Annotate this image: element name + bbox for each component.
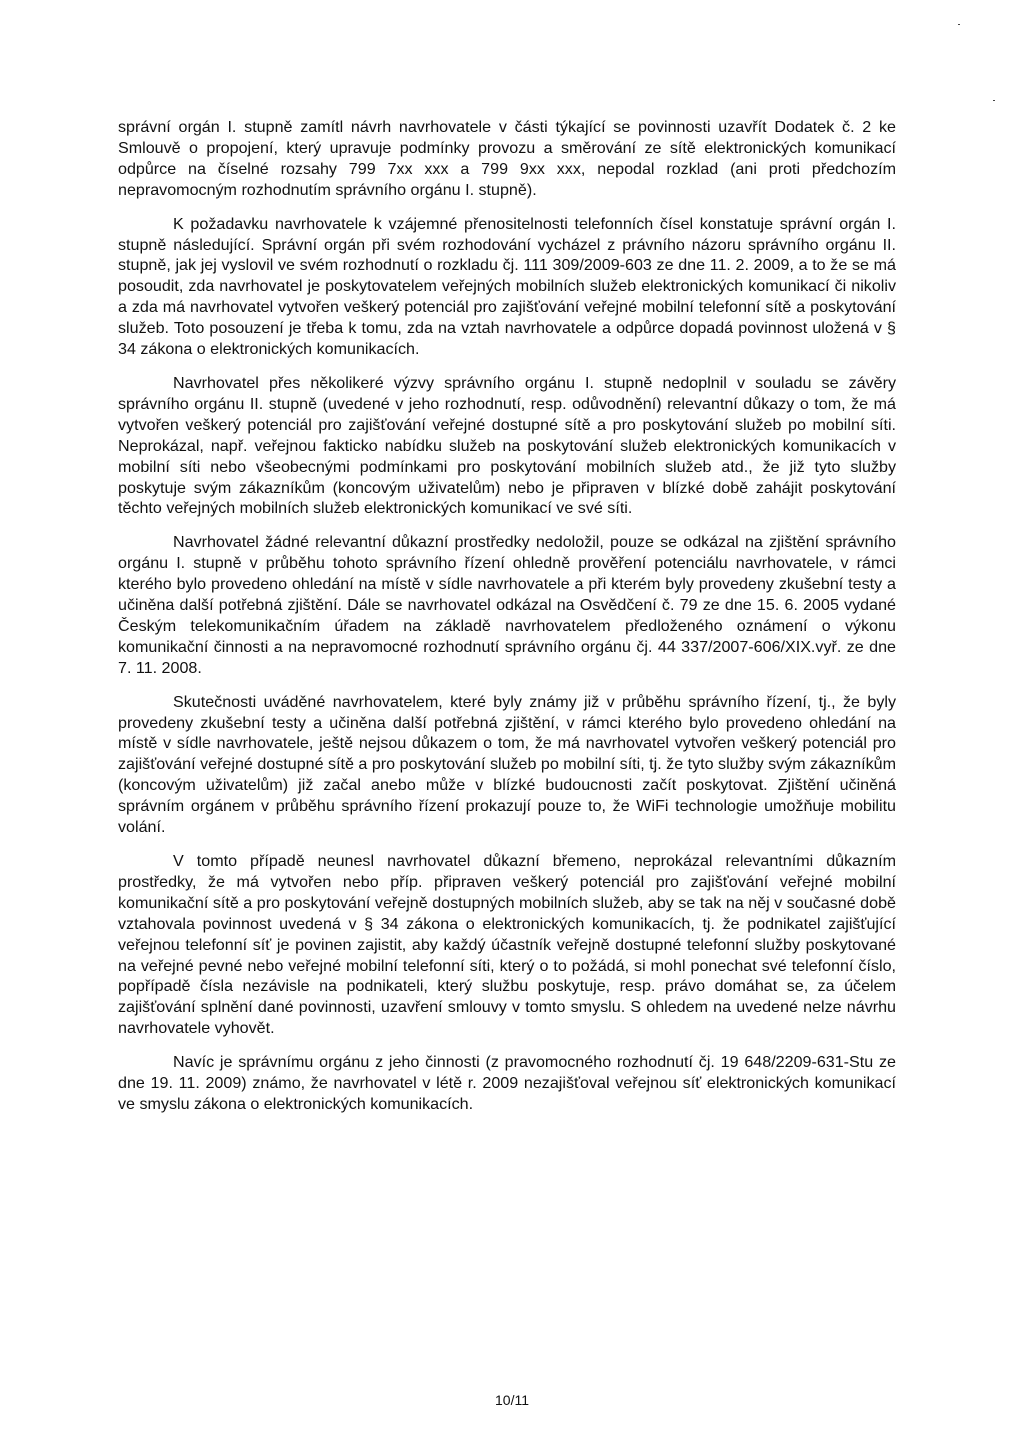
paragraph: K požadavku navrhovatele k vzájemné přenositelnosti telefonních čísel konstatuje správní orgán I. stupně následující. Správní orgán při svém rozhodování vycházel z právního názoru správního orgánu II. stupně, jak jej vyslovil ve svém rozhodnutí o rozkladu čj. 111 309/2009-603 ze dne 11. 2. 2009, a to že se má posoudit, zda navrhovatel je poskytovatelem veřejných mobilních služeb elektronických komunikací či nikoliv a zda má navrhovatel vytvořen veškerý potenciál pro zajišťování veřejné mobilní telefonní sítě a poskytování služeb. Toto posouzení je třeba k tomu, zda na vztah navrhovatele a odpůrce dopadá povinnost uložená v § 34 zákona o elektronických komunikacích. xyxy=(118,214,896,359)
scan-speck xyxy=(993,100,995,101)
paragraph: Navrhovatel přes několikeré výzvy správního orgánu I. stupně nedoplnil v souladu se závěry správního orgánu II. stupně (uvedené v jeho rozhodnutí, resp. odůvodnění) relevantní důkazy o tom, že má vytvořen veškerý potenciál pro zajišťování veřejné dostupné sítě a pro poskytování služeb po mobilní síti. Neprokázal, např. veřejnou fakticko nabídku služeb na poskytování služeb elektronických komunikacích v mobilní síti nebo všeobecnými podmínkami pro poskytování mobilních služeb atd., že již tyto služby poskytuje svým zákazníkům (koncovým uživatelům) nebo je připraven v blízké době zahájit poskytování těchto veřejných mobilních služeb elektronických komunikací ve své síti. xyxy=(118,373,896,518)
document-body xyxy=(118,117,896,1128)
page-number: 10/11 xyxy=(495,1392,529,1408)
scan-speck xyxy=(958,24,960,25)
paragraph: Navrhovatel žádné relevantní důkazní prostředky nedoložil, pouze se odkázal na zjištění správního orgánu I. stupně v průběhu tohoto správního řízení ohledně prověření potenciálu navrhovatele, v rámci kterého bylo provedeno ohledání na místě v sídle navrhovatele a při kterém byly provedeny zkušební testy a učiněna další potřebná zjištění. Dále se navrhovatel odkázal na Osvědčení č. 79 ze dne 15. 6. 2005 vydané Českým telekomunikačním úřadem na základě navrhovatelem předloženého oznámení o výkonu komunikační činnosti a na nepravomocné rozhodnutí správního orgánu čj. 44 337/2007-606/XIX.vyř. ze dne 7. 11. 2008. xyxy=(118,533,896,677)
paragraph: Navíc je správnímu orgánu z jeho činnosti (z pravomocného rozhodnutí čj. 19 648/2209-631-Stu ze dne 19. 11. 2009) známo, že navrhovatel v létě r. 2009 nezajišťoval veřejnou síť elektronických komunikací ve smyslu zákona o elektronických komunikacích. xyxy=(118,1053,896,1113)
paragraph: V tomto případě neunesl navrhovatel důkazní břemeno, neprokázal relevantními důkazním prostředky, že má vytvořen nebo příp. připraven veškerý potenciál pro zajišťování veřejné mobilní komunikační sítě a pro poskytování veřejně dostupných mobilních služeb, aby se tak na něj v současné době vztahovala povinnost uvedená v § 34 zákona o elektronických komunikacích, tj. že podnikatel zajišťující veřejnou telefonní síť je povinen zajistit, aby každý účastník veřejně dostupné telefonní služby poskytované na veřejné pevné nebo veřejné mobilní telefonní síti, který o to požádá, si mohl ponechat své telefonní číslo, popřípadě čísla nezávisle na podnikateli, který službu poskytuje, resp. právo domáhat se, za účelem zajišťování splnění dané povinnosti, uzavření smlouvy v tomto smyslu. S ohledem na uvedené nelze návrhu navrhovatele vyhovět. xyxy=(118,852,896,1038)
paragraph: Skutečnosti uváděné navrhovatelem, které byly známy již v průběhu správního řízení, tj., že byly provedeny zkušební testy a učiněna další potřebná zjištění, v rámci kterého bylo provedeno ohledání na místě v sídle navrhovatele, ještě nejsou důkazem o tom, že má navrhovatel vytvořen veškerý potenciál pro zajišťování veřejné dostupné sítě a pro poskytování služeb po mobilní síti, tj. že tyto služby svým zákazníkům (koncovým uživatelům) již začal anebo může v blízké budoucnosti začít poskytovat. Zjištění učiněná správním orgánem v průběhu správního řízení prokazují pouze to, že WiFi technologie umožňuje mobilitu volání. xyxy=(118,692,897,837)
paragraph: správní orgán I. stupně zamítl návrh navrhovatele v části týkající se povinnosti uzavřít Dodatek č. 2 ke Smlouvě o propojení, který upravuje podmínky provozu a směrování ze sítě elektronických komunikací odpůrce na číselné rozsahy 799 7xx xxx a 799 9xx xxx, nepodal rozklad (ani proti předchozím nepravomocným rozhodnutím správního orgánu I. stupně). xyxy=(118,118,896,199)
